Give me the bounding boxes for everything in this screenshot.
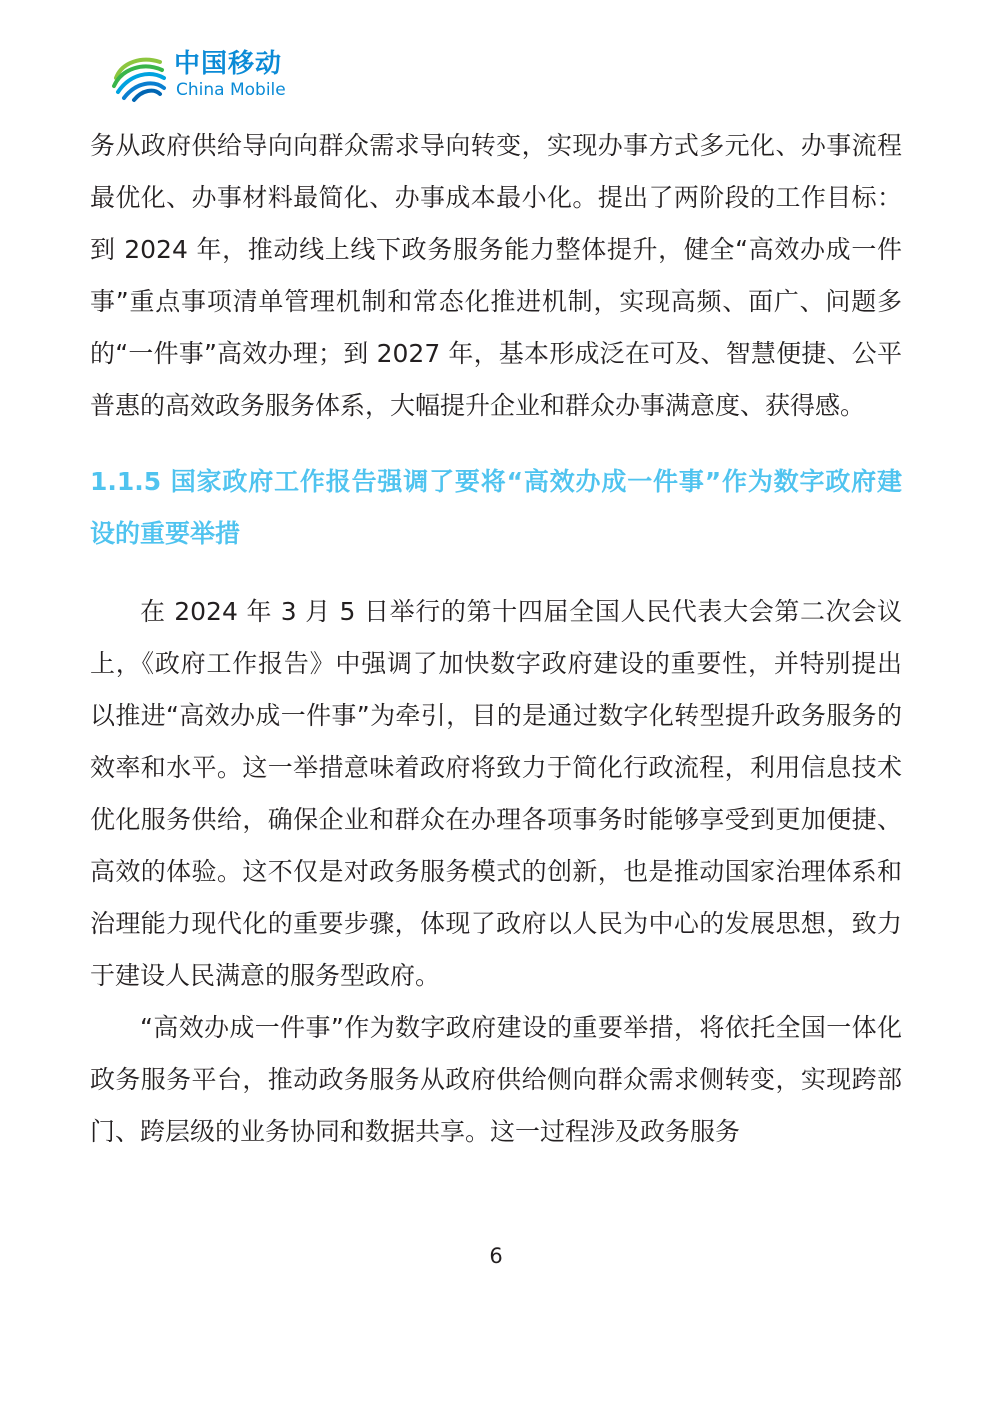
body-paragraph-2: 在 2024 年 3 月 5 日举行的第十四届全国人民代表大会第二次会议上，《政府工作报告》中强调了加快数字政府建设的重要性，并特别提出以推进“高效办成一件事”为牵引，目的是通过数字化转型提升政务服务的效率和水平。这一举措意味着政府将致力于简化行政流程，利用信息技术优化服务供给，确保企业和群众在办理各项事务时能够享受到更加便捷、高效的体验。这不仅是对政务服务模式的创新，也是推动国家治理体系和治理能力现代化的重要步骤，体现了政府以人民为中心的发展思想，致力于建设人民满意的服务型政府。 xyxy=(90,597,902,990)
page-number: 6 xyxy=(489,1244,503,1268)
document-body xyxy=(90,120,902,1158)
section-heading-1-1-5: 1.1.5 国家政府工作报告强调了要将“高效办成一件事”作为数字政府建设的重要举措 xyxy=(90,467,902,548)
china-mobile-logo xyxy=(108,46,308,108)
logo-chinese-text: 中国移动 xyxy=(174,49,283,79)
china-mobile-logo-icon xyxy=(108,48,170,104)
logo-english-text: China Mobile xyxy=(176,80,286,100)
body-paragraph-1: 务从政府供给导向向群众需求导向转变，实现办事方式多元化、办事流程最优化、办事材料最简化、办事成本最小化。提出了两阶段的工作目标：到 2024 年，推动线上线下政务服务能力整体提升，健全“高效办成一件事”重点事项清单管理机制和常态化推进机制，实现高频、面广、问题多的“一件事”高效办理；到 2027 年，基本形成泛在可及、智慧便捷、公平普惠的高效政务服务体系，大幅提升企业和群众办事满意度、获得感。 xyxy=(90,131,902,420)
body-paragraph-3: “高效办成一件事”作为数字政府建设的重要举措，将依托全国一体化政务服务平台，推动政务服务从政府供给侧向群众需求侧转变，实现跨部门、跨层级的业务协同和数据共享。这一过程涉及政务服务 xyxy=(90,1013,902,1146)
